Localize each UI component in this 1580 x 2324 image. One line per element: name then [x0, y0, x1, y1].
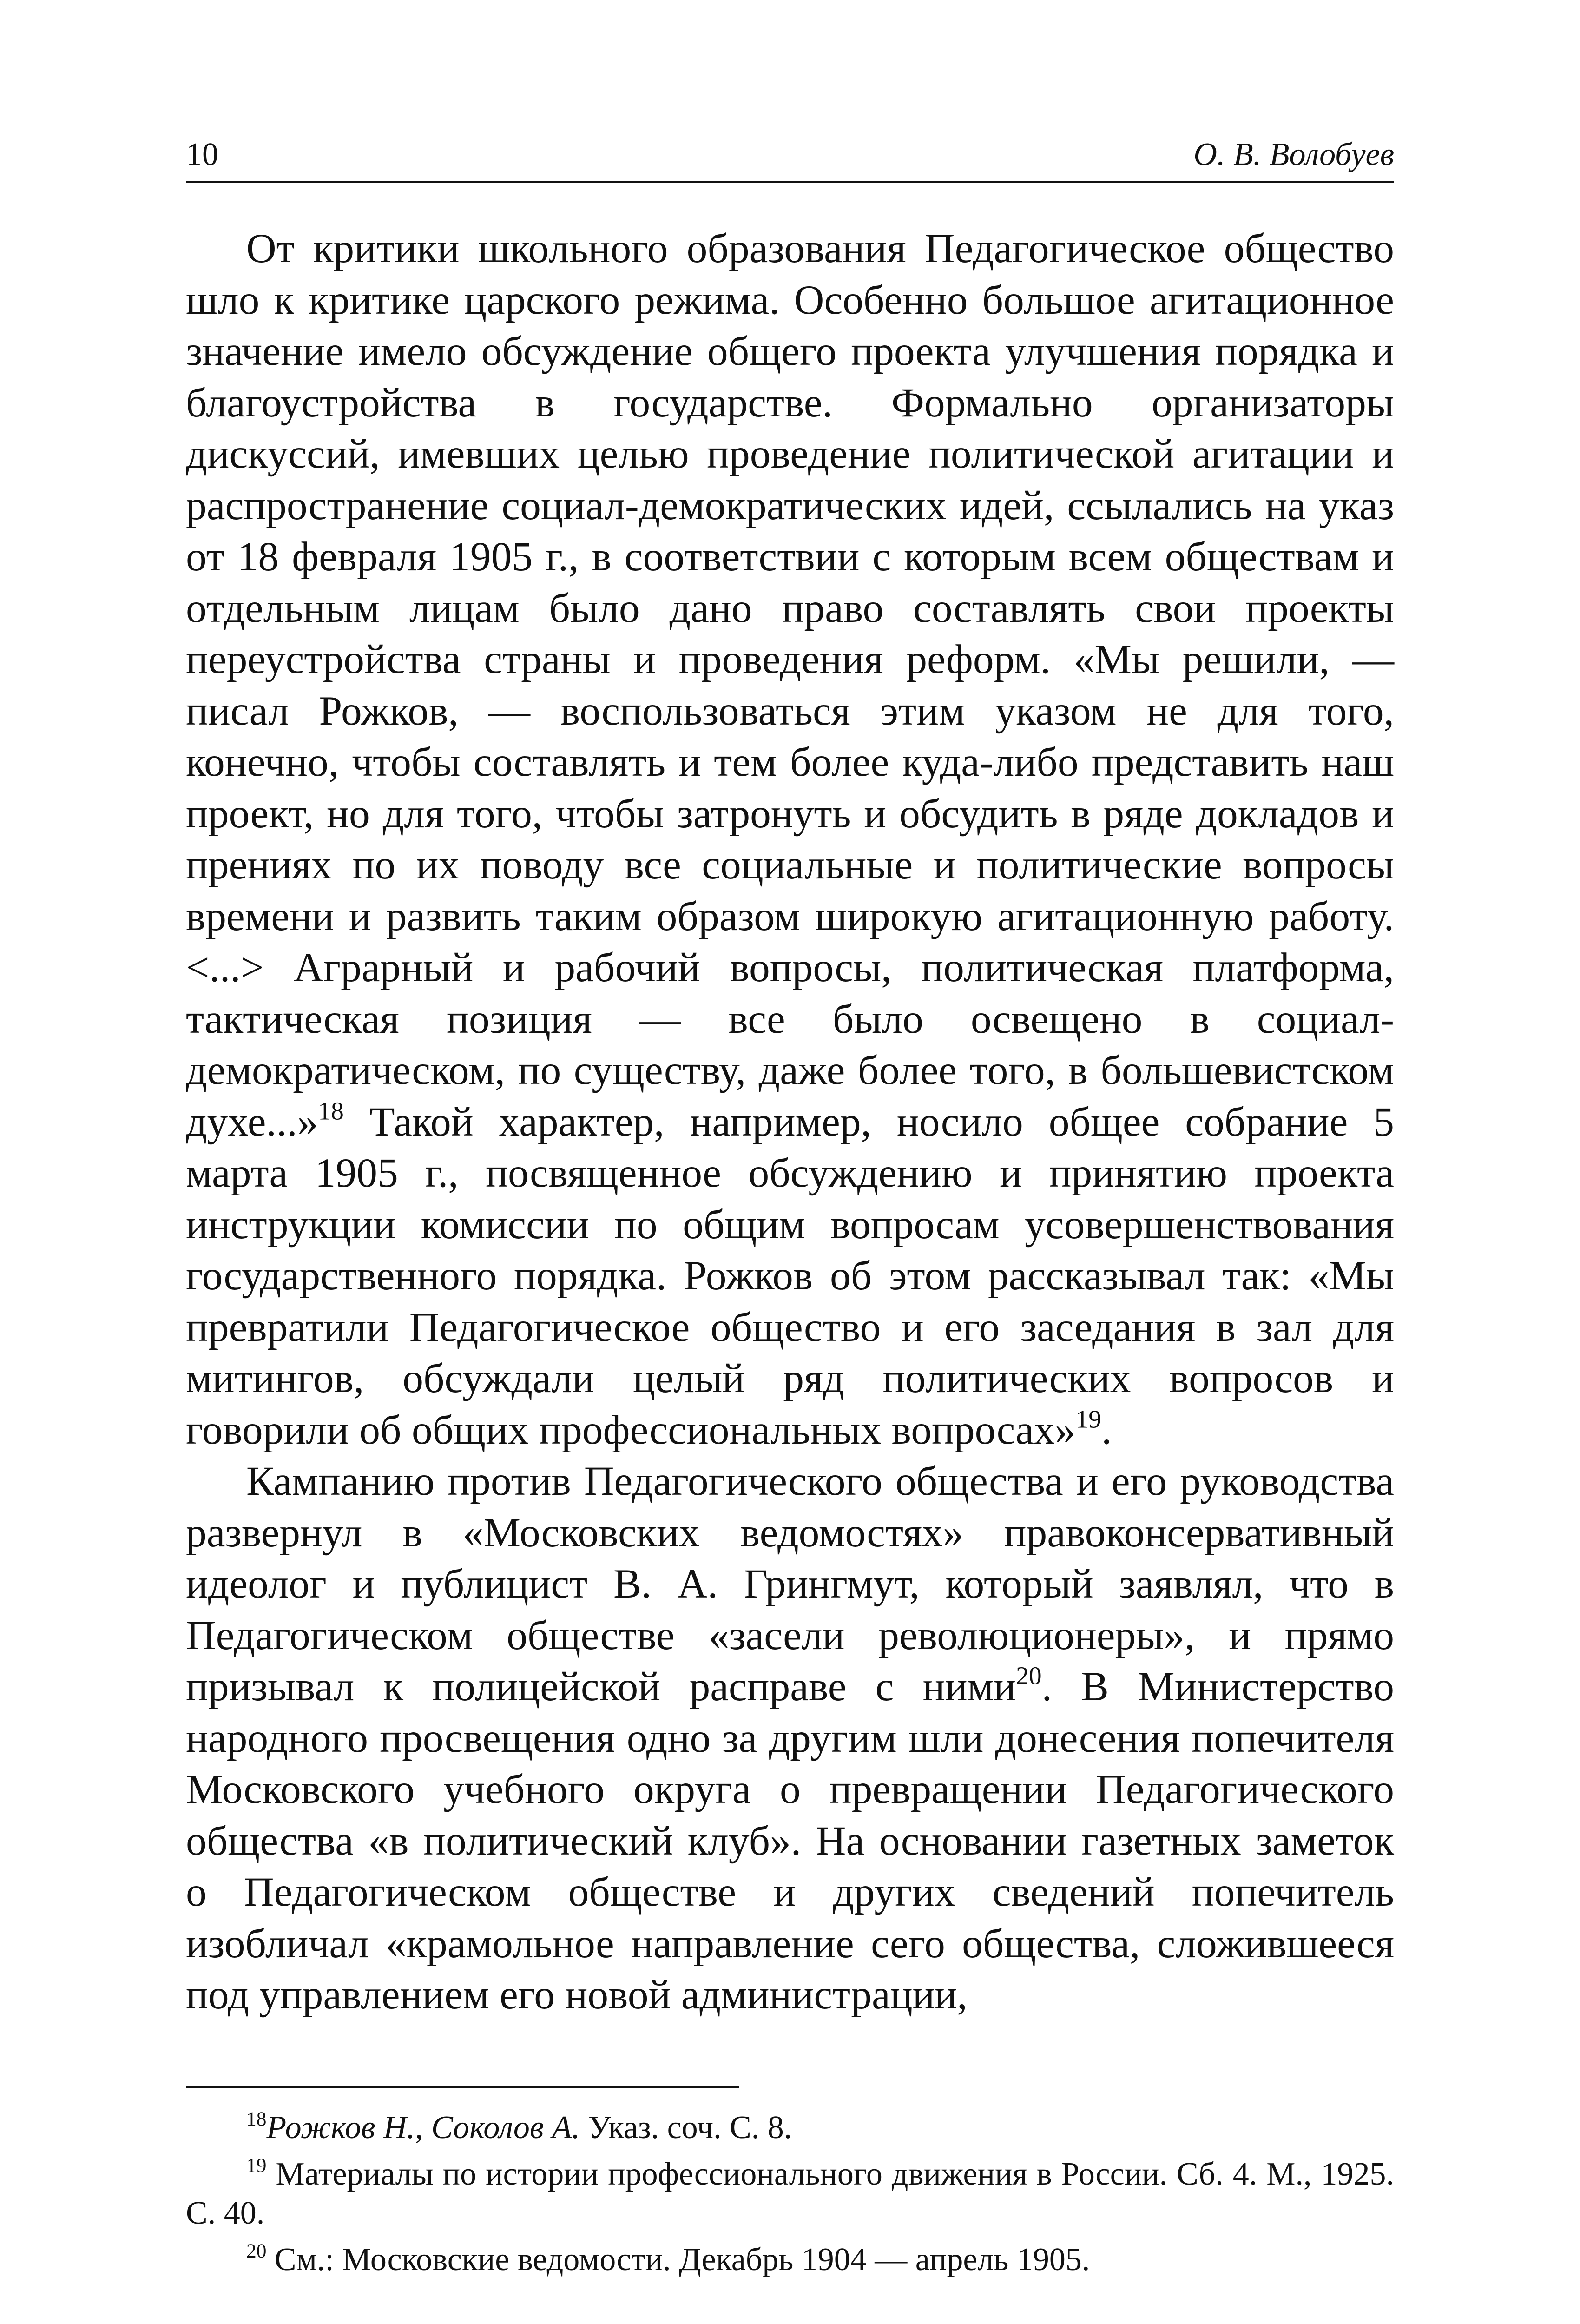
page-number: 10: [186, 137, 218, 172]
footnote-text: Материалы по истории профессионального движения в России. Сб. 4. М., 1925. С. 40.: [186, 2156, 1394, 2231]
footnote-reference: 18: [318, 1097, 344, 1126]
running-head: [186, 125, 1394, 183]
footnote-reference: 19: [1075, 1405, 1102, 1434]
footnote-text: См.: Московские ведомости. Декабрь 1904 — апрель 1905.: [266, 2241, 1090, 2278]
footnotes: [186, 2108, 1394, 2279]
footnote-authors: Рожков Н., Соколов А.: [266, 2109, 580, 2146]
main-text: [186, 223, 1394, 2021]
footnote-number: 19: [246, 2154, 267, 2177]
footnote-text: Указ. соч. С. 8.: [580, 2109, 792, 2146]
footnote: [186, 2240, 1394, 2279]
paragraph-text: . В Министерство народного просвещения одно за другим шли донесения попечителя Московского учебного округа о превращении Педагогического общества «в политический клуб». На основании газетных заметок о Педагогическом обществе и других сведений попечитель изобличал «крамольное направление сего общества, сложившееся под управлением его новой администрации,: [186, 1664, 1394, 2018]
body-paragraph: [186, 223, 1394, 1456]
paragraph-text: Такой характер, например, носило общее собрание 5 марта 1905 г., посвященное обсуждению и принятию проекта инструкции комиссии по общим вопросам усовершенствования государственного порядка. Рожков об этом рассказывал так: «Мы превратили Педагогическое общество и его заседания в зал для митингов, обсуждали целый ряд политических вопросов и говорили об общих профессиональных вопросах»: [186, 1098, 1394, 1453]
footnote-divider: [186, 2086, 739, 2088]
footnote: [186, 2108, 1394, 2147]
footnote-number: 20: [246, 2239, 267, 2262]
footnote-reference: 20: [1016, 1662, 1042, 1690]
paragraph-text: Кампанию против Педагогического общества и его руководства развернул в «Московских ведомостях» правоконсервативный идеолог и публицист В. А. Грингмут, который заявлял, что в Педагогическом обществе «засели революционеры», и прямо призывал к полицейской расправе с ними: [186, 1458, 1394, 1710]
paragraph-text: .: [1101, 1406, 1112, 1453]
book-page: [186, 125, 1394, 2287]
footnote-number: 18: [246, 2107, 267, 2130]
running-head-author: О. В. Волобуев: [1193, 137, 1394, 172]
body-paragraph: [186, 1456, 1394, 2021]
footnote: [186, 2155, 1394, 2233]
paragraph-text: От критики школьного образования Педагогическое общество шло к критике царского режима. Особенно большое агитационное значение имело обсуждение общего проекта улучшения порядка и благоустройства в государстве. Формально организаторы дискуссий, имевших целью проведение политической агитации и распространение социал-демократических идей, ссылались на указ от 18 февраля 1905 г., в соответствии с которым всем обществам и отдельным лицам было дано право составлять свои проекты переустройства страны и проведения реформ. «Мы решили, — писал Рожков, — воспользоваться этим указом не для того, конечно, чтобы составлять и тем более куда-либо представить наш проект, но для того, чтобы затронуть и обсудить в ряде докладов и прениях по их поводу все социальные и политические вопросы времени и развить таким образом широкую агитационную работу. <...> Аграрный и рабочий вопросы, политическая платформа, тактическая позиция — все было освещено в социал-демократическом, по существу, даже более того, в большевистском духе...»: [186, 225, 1394, 1145]
